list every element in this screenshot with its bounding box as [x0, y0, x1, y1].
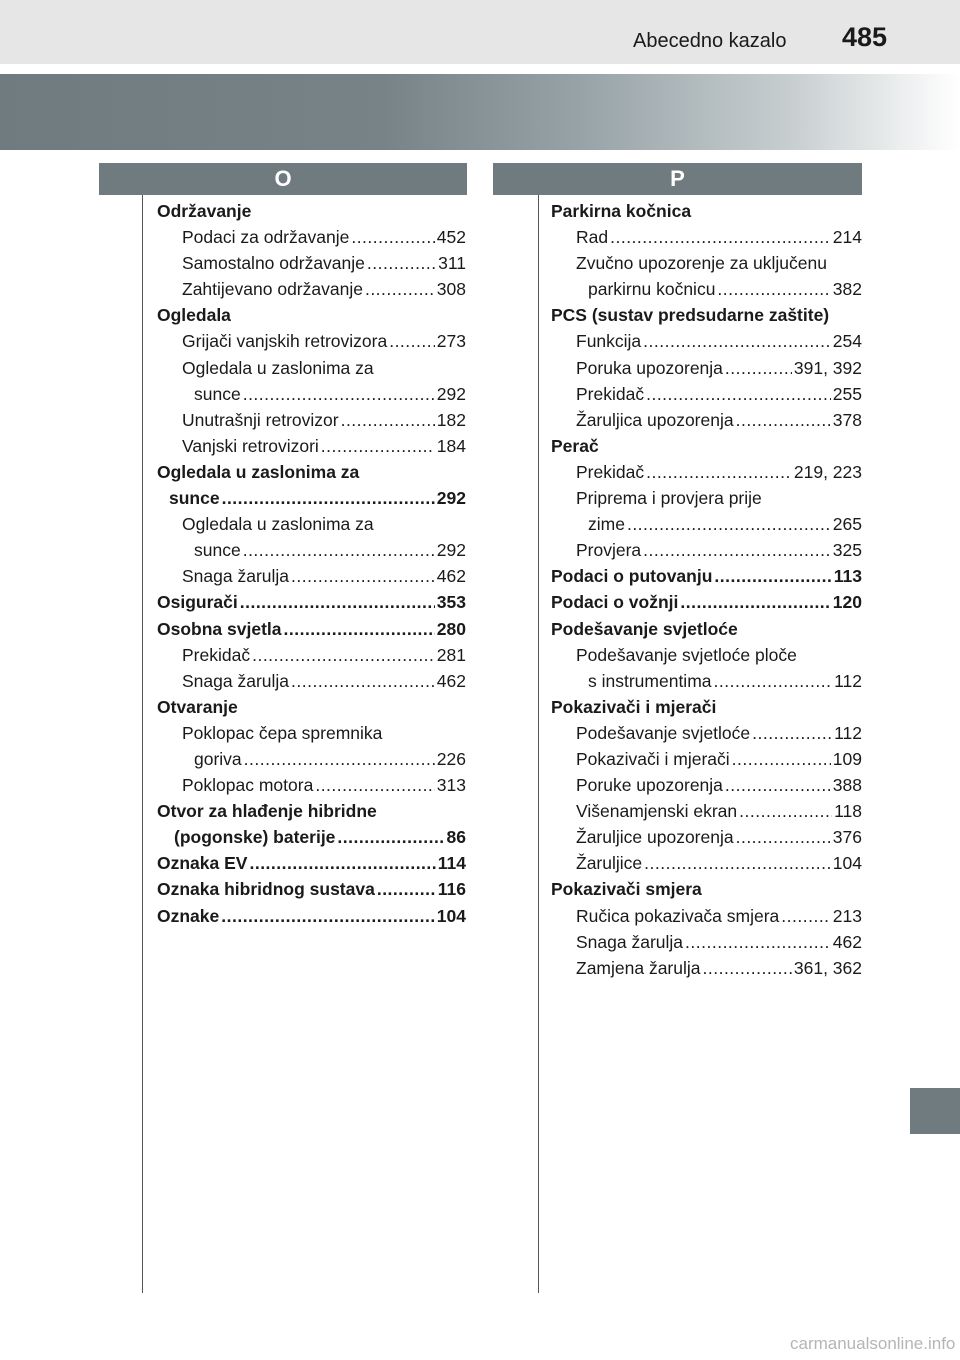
index-entry-continuation: parkirnu kočnicu ..... 382 — [551, 276, 862, 302]
column-rule-o — [142, 195, 143, 1293]
index-entry: Ručica pokazivača smjera ..... 213 — [551, 903, 862, 929]
index-heading: Otvor za hlađenje hibridne — [157, 801, 377, 822]
index-entry: Unutrašnji retrovizor ..... 182 — [157, 407, 466, 433]
index-heading: Oznaka EV ..... 114 — [157, 850, 466, 876]
index-entry: Poruke upozorenja ..... 388 — [551, 772, 862, 798]
index-heading: Parkirna kočnica — [551, 201, 692, 221]
index-entry: Zvučno upozorenje za uključenu — [576, 253, 827, 274]
index-heading-continuation: (pogonske) baterije ..... 86 — [157, 824, 466, 850]
index-heading: Osigurači ..... 353 — [157, 589, 466, 615]
index-entry: Provjera ..... 325 — [551, 537, 862, 563]
index-entry: Podešavanje svjetloće ploče — [576, 644, 797, 665]
index-heading: Osobna svjetla ..... 280 — [157, 616, 466, 642]
index-entry: Snaga žarulja ..... 462 — [157, 563, 466, 589]
decorative-band — [0, 74, 960, 150]
index-entry: Zahtijevano održavanje ..... 308 — [157, 276, 466, 302]
index-entry: Pokazivači i mjerači ..... 109 — [551, 746, 862, 772]
index-heading: Održavanje — [157, 201, 252, 221]
index-column-p — [551, 198, 862, 981]
index-entry: Poklopac motora ..... 313 — [157, 772, 466, 798]
index-heading: Pokazivači smjera — [551, 879, 702, 900]
letter-header-o: O — [99, 163, 467, 195]
index-heading: Ogledala — [157, 305, 231, 326]
index-entry: Poruka upozorenja ..... 391, 392 — [551, 355, 862, 381]
index-heading: Oznake ..... 104 — [157, 903, 466, 929]
watermark: carmanualsonline.info — [790, 1334, 956, 1353]
index-entry-continuation: sunce ..... 292 — [157, 381, 466, 407]
index-entry: Prekidač ..... 219, 223 — [551, 459, 862, 485]
index-entry-continuation: sunce ..... 292 — [157, 537, 466, 563]
column-rule-p — [538, 195, 539, 1293]
chapter-tab — [910, 1088, 960, 1134]
index-entry: Funkcija ..... 254 — [551, 328, 862, 354]
index-entry: Snaga žarulja ..... 462 — [157, 668, 466, 694]
index-entry: Žaruljice ..... 104 — [551, 850, 862, 876]
index-heading: Pokazivači i mjerači — [551, 696, 717, 717]
index-entry: Rad ..... 214 — [551, 224, 862, 250]
index-heading-continuation: sunce ..... 292 — [157, 485, 466, 511]
index-heading: Ogledala u zaslonima za — [157, 461, 360, 482]
index-entry: Prekidač ..... 281 — [157, 642, 466, 668]
section-title: Abecedno kazalo — [633, 30, 787, 52]
index-entry: Zamjena žarulja ..... 361, 362 — [551, 955, 862, 981]
index-entry: Žaruljica upozorenja ..... 378 — [551, 407, 862, 433]
index-heading: PCS (sustav predsudarne zaštite) — [551, 305, 830, 326]
index-entry: Samostalno održavanje ..... 311 — [157, 250, 466, 276]
index-entry: Ogledala u zaslonima za — [182, 514, 374, 535]
index-heading: Podaci o putovanju ..... 113 — [551, 563, 862, 589]
index-entry: Poklopac čepa spremnika — [182, 722, 383, 743]
index-entry: Podešavanje svjetloće ..... 112 — [551, 720, 862, 746]
index-entry: Podaci za održavanje ..... 452 — [157, 224, 466, 250]
index-entry-continuation: goriva ..... 226 — [157, 746, 466, 772]
index-entry: Ogledala u zaslonima za — [182, 357, 374, 378]
index-entry: Snaga žarulja ..... 462 — [551, 929, 862, 955]
index-heading: Otvaranje — [157, 696, 238, 717]
page-number: 485 — [842, 22, 888, 52]
index-heading: Oznaka hibridnog sustava ..... 116 — [157, 876, 466, 902]
index-entry: Prekidač ..... 255 — [551, 381, 862, 407]
index-column-o — [157, 198, 466, 929]
index-entry: Priprema i provjera prije — [576, 488, 762, 509]
index-entry: Žaruljice upozorenja ..... 376 — [551, 824, 862, 850]
index-heading: Perač — [551, 435, 599, 456]
index-heading: Podaci o vožnji ..... 120 — [551, 589, 862, 615]
index-entry-continuation: zime ..... 265 — [551, 511, 862, 537]
top-bar — [0, 0, 960, 64]
index-entry: Višenamjenski ekran ..... 118 — [551, 798, 862, 824]
index-heading: Podešavanje svjetloće — [551, 618, 738, 639]
letter-header-p: P — [493, 163, 862, 195]
index-entry: Grijači vanjskih retrovizora ..... 273 — [157, 328, 466, 354]
index-entry: Vanjski retrovizori ..... 184 — [157, 433, 466, 459]
index-entry-continuation: s instrumentima ..... 112 — [551, 668, 862, 694]
